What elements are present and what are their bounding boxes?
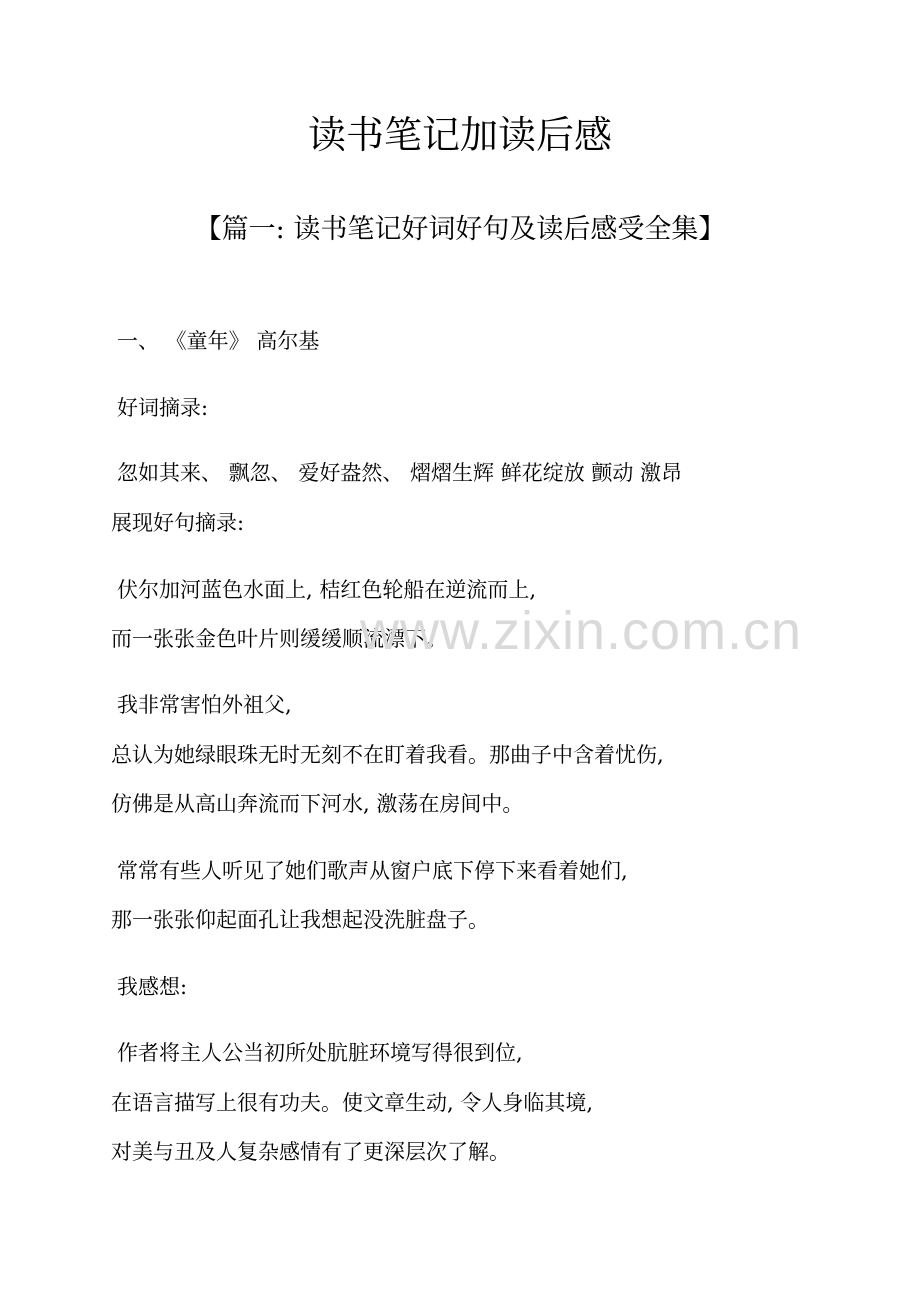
paragraph-line: 在语言描写上很有功夫。使文章生动, 令人身临其境, — [111, 1091, 594, 1115]
words-list: 忽如其来、 飘忽、 爱好盎然、 熠熠生辉 鲜花绽放 颤动 激昂 — [117, 461, 683, 485]
paragraph-line: 仿佛是从高山奔流而下河水, 激荡在房间中。 — [111, 792, 524, 816]
paragraph-line: 常常有些人听见了她们歌声从窗户底下停下来看着她们, — [117, 859, 628, 883]
feeling-label: 我感想: — [117, 975, 188, 999]
watermark-text: www.zixin.com.cn — [360, 601, 803, 661]
paragraph-line: 而一张张金色叶片则缓缓顺流漂下。 — [111, 627, 447, 651]
section-heading: 一、 《童年》 高尔基 — [117, 329, 320, 353]
document-title: 读书笔记加读后感 — [307, 113, 612, 157]
paragraph-line: 伏尔加河蓝色水面上, 桔红色轮船在逆流而上, — [117, 578, 537, 602]
paragraph-line: 总认为她绿眼珠无时无刻不在盯着我看。那曲子中含着忧伤, — [111, 743, 664, 767]
words-label: 好词摘录: — [117, 396, 209, 420]
paragraph-line: 我非常害怕外祖父, — [117, 693, 292, 717]
paragraph-line: 对美与丑及人复杂感情有了更深层次了解。 — [111, 1140, 510, 1164]
document-subtitle: 【篇一: 读书笔记好词好句及读后感受全集】 — [194, 214, 726, 245]
paragraph-line: 作者将主人公当初所处肮脏环境写得很到位, — [117, 1041, 523, 1065]
sentences-label: 展现好句摘录: — [111, 511, 245, 535]
paragraph-line: 那一张张仰起面孔让我想起没洗脏盘子。 — [111, 908, 489, 932]
